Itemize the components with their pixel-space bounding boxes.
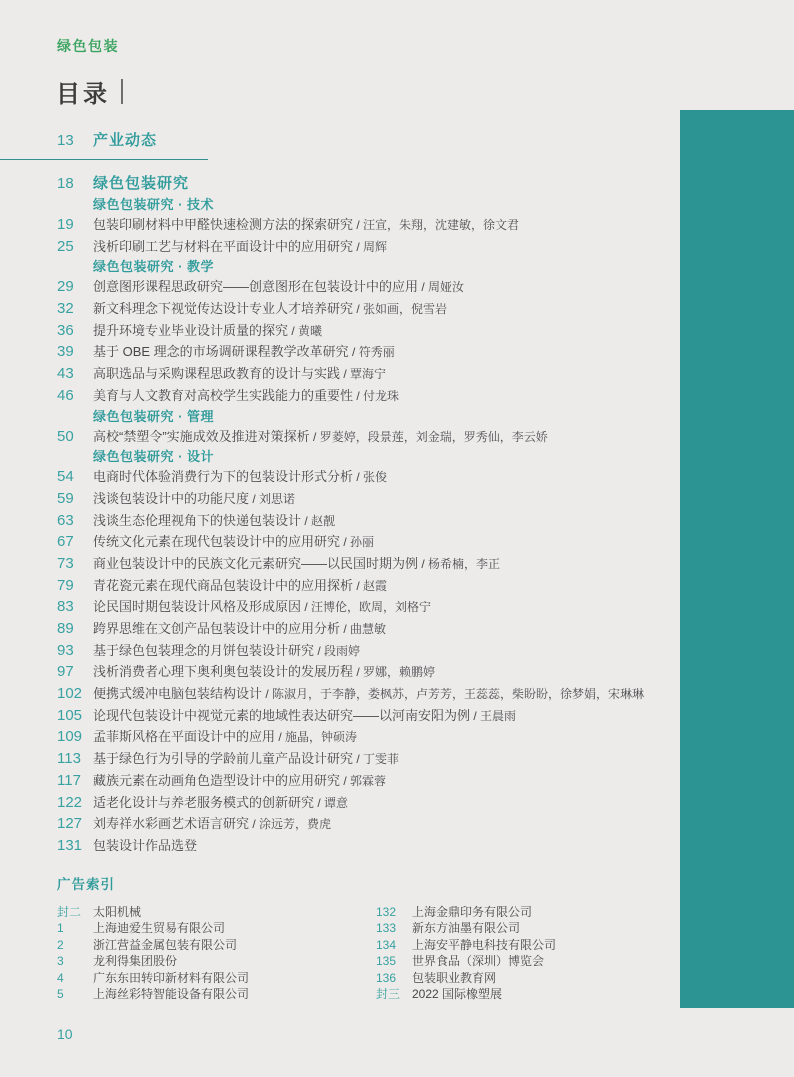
toc-page-number: 97 (57, 663, 74, 681)
toc-entry-text (93, 555, 500, 572)
article-title: 青花瓷元素在现代商品包装设计中的应用探析 (93, 577, 354, 593)
ad-index-row (57, 937, 376, 953)
toc-section-label: 产业动态 (93, 132, 158, 149)
toc-entry (57, 661, 767, 683)
toc-subsection (57, 257, 767, 276)
title-author-separator: / (301, 513, 312, 528)
toc-entry (57, 705, 767, 727)
title-author-separator: / (353, 218, 364, 232)
article-title: 孟菲斯风格在平面设计中的应用 (93, 729, 276, 745)
toc-entry-text (93, 685, 644, 702)
toc-page-number: 13 (57, 132, 74, 149)
toc-section-label: 绿色包装研究 (93, 175, 190, 192)
toc-page-number: 131 (57, 836, 83, 854)
article-title: 商业包装设计中的民族文化元素研究——以民国时期为例 (93, 555, 419, 571)
ad-index-row (57, 953, 376, 969)
article-title: 高校“禁塑令”实施成效及推进对策探析 (93, 428, 310, 444)
toc-page-number: 18 (57, 175, 74, 192)
article-authors: 丁雯菲 (363, 752, 400, 767)
article-authors: 赵霞 (363, 578, 388, 593)
ad-company-name: 2022 国际橡塑展 (412, 986, 503, 1001)
ad-page-number: 1 (57, 921, 64, 936)
title-author-separator: / (353, 302, 364, 317)
article-authors: 汪博伦，欧周，刘格宁 (311, 600, 432, 615)
article-authors: 施晶，钟硕涛 (285, 730, 358, 745)
toc-page-number: 19 (57, 216, 74, 233)
article-authors: 黄曦 (298, 323, 323, 338)
ad-company-name: 新东方油墨有限公司 (412, 921, 521, 936)
toc-entry-text (93, 750, 399, 767)
article-authors: 罗菱婷，段景莲，刘金瑞，罗秀仙，李云娇 (319, 429, 548, 444)
ad-index-row (376, 920, 717, 936)
toc-entry (57, 488, 767, 510)
toc-entry (57, 531, 767, 553)
article-title: 基于绿色行为引导的学龄前儿童产品设计研究 (93, 751, 354, 767)
ad-index-row (376, 937, 717, 953)
article-title: 刘寿祥水彩画艺术语言研究 (93, 816, 250, 832)
toc-entry (57, 640, 767, 662)
toc-entry-text (93, 365, 386, 382)
ad-index-row (57, 970, 376, 986)
ad-index-row (57, 904, 376, 920)
toc-page-number: 83 (57, 598, 74, 616)
toc-entry (57, 320, 767, 342)
toc-entry-text (93, 772, 386, 789)
title-author-separator: / (348, 345, 359, 360)
ad-page-number: 2 (57, 937, 64, 952)
ad-company-name: 上海迪爱生贸易有限公司 (93, 921, 226, 936)
article-title: 跨界思维在文创产品包装设计中的应用分析 (93, 621, 341, 636)
article-authors: 涂远芳，费虎 (259, 817, 332, 832)
toc-subsection-label: 绿色包装研究 · 教学 (93, 259, 215, 275)
toc-entry (57, 553, 767, 575)
title-author-separator: / (353, 388, 364, 403)
toc-subsection-label: 绿色包装研究 · 技术 (93, 197, 215, 212)
toc-entry-text (93, 490, 295, 507)
toc-entry-text (93, 620, 386, 637)
title-author-separator: / (340, 773, 351, 788)
article-authors: 周娅汝 (428, 280, 465, 295)
toc-page-number: 127 (57, 815, 83, 833)
title-author-separator: / (353, 470, 364, 485)
title-author-separator: / (275, 730, 286, 745)
section-divider-line (0, 159, 208, 160)
article-title: 适老化设计与养老服务模式的创新研究 (93, 794, 315, 810)
ad-index-row (376, 904, 717, 920)
ad-company-name: 上海安平静电科技有限公司 (412, 937, 557, 952)
toc-subsection (57, 447, 767, 466)
toc-page-number: 54 (57, 468, 74, 486)
toc-entry-text (93, 343, 395, 360)
title-author-separator: / (262, 687, 273, 702)
article-authors: 张俊 (363, 470, 388, 485)
toc-page-number: 122 (57, 793, 83, 811)
title-author-separator: / (301, 600, 312, 615)
toc-entry (57, 276, 767, 298)
toc-list (57, 130, 767, 857)
article-title: 传统文化元素在现代包装设计中的应用研究 (93, 534, 341, 550)
toc-page-number: 89 (57, 620, 74, 637)
toc-entry (57, 618, 767, 640)
toc-entry-text (93, 598, 431, 615)
toc-entry (57, 575, 767, 597)
title-author-separator: / (314, 643, 325, 658)
ad-company-name: 龙利得集团股份 (93, 954, 178, 969)
ad-page-number: 135 (376, 954, 397, 969)
toc-entry (57, 813, 767, 835)
toc-page-number: 117 (57, 771, 81, 789)
toc-page-number: 93 (57, 641, 74, 659)
toc-subsection (57, 407, 767, 426)
toc-page-number: 32 (57, 300, 74, 318)
toc-entry-text (93, 238, 387, 255)
article-title: 浅谈生态伦理视角下的快递包装设计 (93, 512, 302, 528)
article-title: 论民国时期包装设计风格及形成原因 (93, 599, 302, 615)
title-author-separator: / (353, 665, 364, 680)
toc-page-number: 29 (57, 278, 74, 296)
article-authors: 刘思诺 (259, 491, 296, 506)
article-authors: 覃海宁 (350, 367, 387, 382)
toc-entry (57, 792, 767, 814)
toc-page-number: 43 (57, 365, 74, 383)
toc-entry-text (93, 815, 331, 832)
title-author-separator: / (353, 578, 364, 593)
article-title: 便携式缓冲电脑包装结构设计 (93, 686, 263, 702)
title-author-separator: / (340, 622, 351, 636)
article-authors: 曲慧敏 (350, 622, 387, 636)
toc-page-number: 105 (57, 706, 83, 724)
toc-page-number: 46 (57, 386, 74, 404)
title-author-separator: / (470, 708, 481, 723)
ad-page-number: 132 (376, 905, 397, 919)
article-title: 基于绿色包装理念的月饼包装设计研究 (93, 642, 315, 658)
ad-index-left-column (57, 904, 376, 1002)
article-title: 藏族元素在动画角色造型设计中的应用研究 (93, 772, 341, 788)
ad-index-right-column (376, 904, 717, 1002)
toc-page-number: 25 (57, 237, 74, 255)
toc-entry (57, 748, 767, 770)
ad-page-number: 3 (57, 954, 64, 969)
toc-page-number: 102 (57, 685, 83, 703)
magazine-logo: 绿色包装 (57, 38, 119, 54)
article-title: 浅析消费者心理下奥利奥包装设计的发展历程 (93, 664, 354, 680)
ad-company-name: 世界食品（深圳）博览会 (412, 954, 545, 969)
ad-index-row (57, 920, 376, 936)
toc-section (57, 173, 767, 195)
title-author-separator: / (418, 556, 429, 571)
toc-subsection (57, 195, 767, 214)
title-author-separator: / (309, 429, 320, 444)
toc-entry (57, 341, 767, 363)
toc-entry (57, 363, 767, 385)
title-author-separator: / (353, 752, 364, 767)
article-title: 新文科理念下视觉传达设计专业人才培养研究 (93, 301, 354, 317)
article-title: 电商时代体验消费行为下的包装设计形式分析 (93, 469, 354, 485)
article-title: 高职选品与采购课程思政教育的设计与实践 (93, 366, 341, 382)
article-authors: 陈淑月，于李静，娄枫苏，卢芳芳，王蕊蕊，柴盼盼，徐梦娟，宋琳琳 (272, 687, 645, 702)
article-authors: 孙丽 (350, 535, 375, 550)
ad-index-row (376, 970, 717, 986)
article-title: 美育与人文教育对高校学生实践能力的重要性 (93, 387, 354, 403)
toc-entry (57, 466, 767, 488)
toc-entry (57, 385, 767, 407)
toc-page-number: 73 (57, 554, 74, 572)
article-authors: 汪宣，朱翔，沈建敏，徐文君 (363, 218, 520, 232)
toc-entry-text (93, 387, 399, 404)
toc-entry-text (93, 322, 322, 339)
toc-entry (57, 835, 767, 857)
toc-entry-text (93, 468, 387, 485)
toc-entry-text (93, 300, 447, 317)
article-title: 浅谈包装设计中的功能尺度 (93, 490, 250, 506)
toc-section (57, 130, 767, 152)
toc-entry (57, 596, 767, 618)
toc-entry-text (93, 642, 360, 659)
ad-index (57, 873, 717, 1002)
title-author-separator: / (288, 323, 299, 338)
ad-index-title: 广告索引 (57, 877, 115, 892)
title-author-separator: / (340, 367, 351, 382)
ad-company-name: 上海金鼎印务有限公司 (412, 905, 533, 919)
ad-company-name: 包装职业教育网 (412, 970, 497, 985)
ad-page-number: 封三 (376, 986, 401, 1001)
title-author-separator: / (353, 239, 364, 254)
article-authors: 罗娜，赖鹏婷 (363, 665, 436, 680)
article-title: 包装印刷材料中甲醛快速检测方法的探索研究 (93, 217, 354, 232)
toc-page-number: 59 (57, 489, 74, 507)
toc-page-number: 39 (57, 343, 74, 361)
toc-entry (57, 214, 767, 236)
article-authors: 杨希楠，李正 (428, 556, 501, 571)
toc-entry-text (93, 577, 387, 594)
ad-index-row (376, 953, 717, 969)
ad-company-name: 太阳机械 (93, 905, 142, 919)
toc-entry-text (93, 707, 516, 724)
title-divider-bar (121, 79, 123, 104)
toc-page-number: 63 (57, 511, 74, 529)
ad-company-name: 广东东田转印新材料有限公司 (93, 970, 250, 985)
article-authors: 谭意 (324, 795, 349, 810)
toc-subsection-label: 绿色包装研究 · 管理 (93, 408, 215, 424)
toc-page-number: 113 (57, 750, 81, 768)
toc-entry-text (93, 663, 435, 680)
toc-page-number: 50 (57, 427, 74, 445)
article-title: 论现代包装设计中视觉元素的地域性表达研究——以河南安阳为例 (93, 707, 471, 723)
toc-entry-text (93, 428, 548, 445)
toc-entry (57, 726, 767, 748)
article-authors: 郭霖蓉 (350, 773, 387, 788)
toc-subsection-label: 绿色包装研究 · 设计 (93, 449, 215, 465)
toc-entry (57, 510, 767, 532)
page-number: 10 (57, 1026, 73, 1042)
article-title: 包装设计作品选登 (93, 837, 198, 853)
article-authors: 符秀丽 (358, 345, 395, 360)
toc-page-number: 109 (57, 728, 83, 746)
ad-page-number: 133 (376, 921, 397, 936)
title-author-separator: / (249, 491, 260, 506)
toc-entry-text (93, 278, 464, 295)
toc-entry-text (93, 837, 197, 854)
toc-page-number: 79 (57, 576, 74, 594)
page-header (56, 74, 123, 109)
toc-page-number: 36 (57, 321, 74, 339)
article-authors: 赵靓 (311, 513, 336, 528)
article-title: 浅析印刷工艺与材料在平面设计中的应用研究 (93, 238, 354, 254)
title-author-separator: / (340, 535, 351, 550)
ad-index-row (376, 986, 717, 1002)
toc-entry-text (93, 794, 348, 811)
article-authors: 周辉 (363, 239, 388, 254)
toc-entry-text (93, 728, 357, 745)
article-title: 创意图形课程思政研究——创意图形在包装设计中的应用 (93, 279, 419, 295)
article-authors: 段雨婷 (324, 643, 361, 658)
toc-entry-text (93, 512, 335, 529)
toc-entry (57, 298, 767, 320)
toc-page-number: 67 (57, 533, 74, 551)
toc-entry-text (93, 216, 519, 233)
toc-entry (57, 426, 767, 448)
toc-entry (57, 683, 767, 705)
ad-index-columns (57, 904, 717, 1002)
title-author-separator: / (249, 817, 260, 832)
ad-index-row (57, 986, 376, 1002)
toc-entry (57, 236, 767, 258)
article-title: 提升环境专业毕业设计质量的探究 (93, 322, 289, 338)
article-title: 基于 OBE 理念的市场调研课程教学改革研究 (93, 344, 349, 360)
ad-page-number: 5 (57, 986, 64, 1001)
ad-company-name: 上海丝彩特智能设备有限公司 (93, 986, 250, 1001)
article-authors: 王晨雨 (480, 708, 517, 723)
ad-company-name: 浙江营益金属包装有限公司 (93, 937, 238, 952)
ad-page-number: 封二 (57, 905, 82, 919)
ad-page-number: 4 (57, 970, 64, 985)
ad-page-number: 136 (376, 970, 397, 985)
article-authors: 付龙珠 (363, 388, 400, 403)
title-author-separator: / (418, 280, 429, 295)
page-title: 目录 (56, 81, 110, 108)
ad-page-number: 134 (376, 937, 397, 952)
title-author-separator: / (314, 795, 325, 810)
toc-entry (57, 770, 767, 792)
toc-entry-text (93, 533, 374, 550)
article-authors: 张如画，倪雪岩 (363, 302, 448, 317)
